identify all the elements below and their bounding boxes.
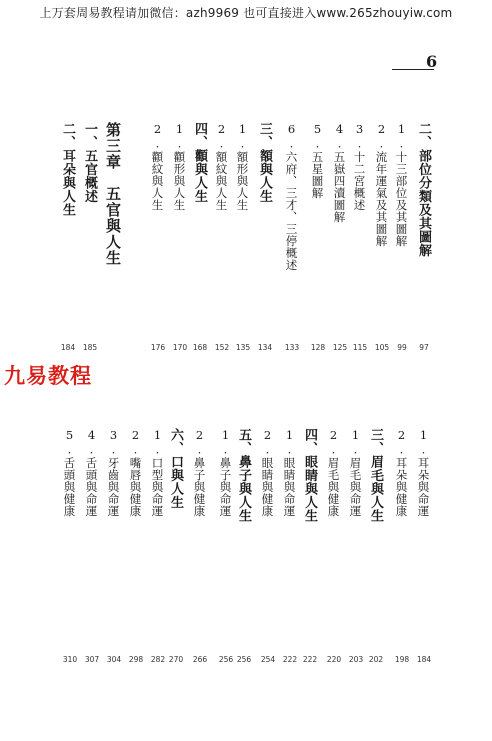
lower-toc-page-number: 184 xyxy=(416,655,432,664)
lower-toc-page-number: 310 xyxy=(62,655,78,664)
upper-toc-entry: 一、五官概述 xyxy=(82,122,97,203)
upper-toc-entry: 二、部位分類及其圖解 xyxy=(416,122,431,257)
upper-toc-page-number: 134 xyxy=(257,343,273,352)
upper-toc-entry: 2.顴紋與人生 xyxy=(150,122,165,211)
lower-toc-entry: 5.舌頭與健康 xyxy=(62,428,77,517)
lower-toc-page-number: 256 xyxy=(236,655,252,664)
upper-toc-entry: 二、耳朵與人生 xyxy=(60,122,75,217)
lower-toc-entry: 1.眼睛與命運 xyxy=(282,428,297,517)
lower-toc-entry: 3.牙齒與命運 xyxy=(106,428,121,517)
lower-toc-entry: 2.鼻子與健康 xyxy=(192,428,207,517)
lower-toc-entry: 4.舌頭與命運 xyxy=(84,428,99,517)
upper-toc-page-number: 115 xyxy=(352,343,368,352)
lower-toc-entry: 五、鼻子與人生 xyxy=(236,428,251,523)
lower-toc-entry: 2.眼睛與健康 xyxy=(260,428,275,517)
lower-toc-page-number: 198 xyxy=(394,655,410,664)
lower-toc-page-number: 304 xyxy=(106,655,122,664)
upper-toc-entry: 6.六府、三才、三停概述 xyxy=(284,122,299,271)
lower-toc-page-number: 220 xyxy=(326,655,342,664)
lower-toc-page-number: 222 xyxy=(282,655,298,664)
lower-toc-entry: 2.耳朵與健康 xyxy=(394,428,409,517)
lower-toc-page-number: 298 xyxy=(128,655,144,664)
lower-toc-page-number: 282 xyxy=(150,655,166,664)
upper-toc-entry: 四、顴與人生 xyxy=(192,122,207,203)
upper-toc-entry: 1.額形與人生 xyxy=(235,122,250,211)
page-number: 6 xyxy=(426,52,438,71)
upper-toc-page-number: 135 xyxy=(235,343,251,352)
lower-toc-page-number: 202 xyxy=(368,655,384,664)
upper-toc-entry: 2.額紋與人生 xyxy=(214,122,229,211)
upper-toc-page-number: 105 xyxy=(374,343,390,352)
upper-toc-entry: 三、額與人生 xyxy=(257,122,272,203)
lower-toc-entry: 四、眼睛與人生 xyxy=(302,428,317,523)
upper-toc-page-number: 99 xyxy=(397,343,407,352)
lower-toc-page-number: 254 xyxy=(260,655,276,664)
upper-toc-page-number: 128 xyxy=(310,343,326,352)
upper-toc-page-number: 176 xyxy=(150,343,166,352)
upper-toc-entry: 1.顴形與人生 xyxy=(172,122,187,211)
lower-toc-entry: 三、眉毛與人生 xyxy=(368,428,383,523)
upper-toc-page-number: 125 xyxy=(332,343,348,352)
upper-toc-entry: 1.十三部位及其圖解 xyxy=(394,122,409,247)
upper-toc-page-number: 185 xyxy=(82,343,98,352)
upper-toc-entry: 第三章 五官與人生 xyxy=(104,122,122,266)
lower-toc-page-number: 222 xyxy=(302,655,318,664)
upper-toc-page-number: 184 xyxy=(60,343,76,352)
logo-watermark: 九易教程 xyxy=(4,364,92,388)
lower-toc-entry: 1.眉毛與命運 xyxy=(348,428,363,517)
upper-toc-page-number: 97 xyxy=(419,343,429,352)
lower-toc-entry: 1.鼻子與命運 xyxy=(218,428,233,517)
upper-toc-page-number: 168 xyxy=(192,343,208,352)
lower-toc-entry: 1.口型與命運 xyxy=(150,428,165,517)
watermark-banner: 上万套周易教程请加微信：azh9969 也可直接进入www.265zhouyiw.com xyxy=(39,6,453,20)
upper-toc-entry: 5.五星圖解 xyxy=(310,122,325,199)
lower-toc-entry: 2.嘴唇與健康 xyxy=(128,428,143,517)
lower-toc-page-number: 256 xyxy=(218,655,234,664)
lower-toc-page-number: 270 xyxy=(168,655,184,664)
upper-toc-entry: 2.流年運氣及其圖解 xyxy=(374,122,389,247)
upper-toc-page-number: 152 xyxy=(214,343,230,352)
upper-toc-page-number: 133 xyxy=(284,343,300,352)
lower-toc-page-number: 266 xyxy=(192,655,208,664)
lower-toc-entry: 1.耳朵與命運 xyxy=(416,428,431,517)
lower-toc-page-number: 203 xyxy=(348,655,364,664)
upper-toc-entry: 3.十二宮概述 xyxy=(352,122,367,211)
lower-toc-page-number: 307 xyxy=(84,655,100,664)
upper-toc-page-number: 170 xyxy=(172,343,188,352)
upper-toc-entry: 4.五嶽四瀆圖解 xyxy=(332,122,347,223)
lower-toc-entry: 六、口與人生 xyxy=(168,428,183,509)
lower-toc-entry: 2.眉毛與健康 xyxy=(326,428,341,517)
